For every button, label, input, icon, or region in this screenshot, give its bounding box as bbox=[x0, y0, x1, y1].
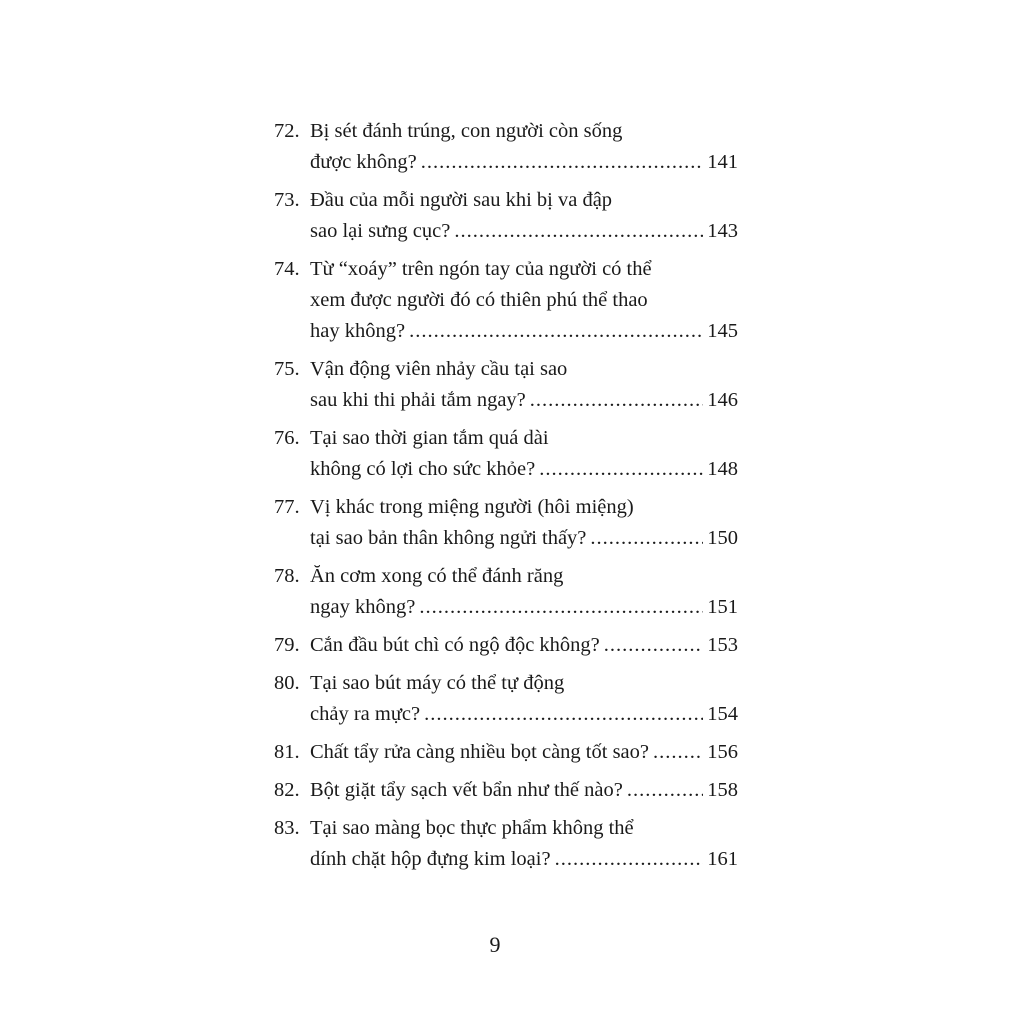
entry-continuation-line bbox=[274, 285, 738, 316]
entry-text: Từ “xoáy” trên ngón tay của người có thể bbox=[310, 258, 652, 280]
entry-page-number: 150 bbox=[707, 527, 738, 549]
entry-page-number: 154 bbox=[707, 703, 738, 725]
entry-continuation-line bbox=[274, 844, 738, 875]
entry-text: xem được người đó có thiên phú thể thao bbox=[310, 289, 648, 311]
entry-title-line bbox=[274, 668, 738, 699]
dot-leader bbox=[653, 737, 703, 768]
entry-continuation-line bbox=[274, 216, 738, 247]
entry-text: sao lại sưng cục? bbox=[310, 220, 451, 242]
entry-page-number: 161 bbox=[707, 848, 738, 870]
entry-number: 83. bbox=[274, 817, 300, 839]
toc-entry bbox=[274, 492, 738, 554]
dot-leader bbox=[419, 592, 703, 623]
entry-number: 73. bbox=[274, 189, 300, 211]
entry-text: Đầu của mỗi người sau khi bị va đập bbox=[310, 189, 613, 211]
dot-leader bbox=[409, 316, 703, 347]
entry-title-line bbox=[274, 737, 738, 768]
entry-number: 75. bbox=[274, 358, 300, 380]
entry-page-number: 153 bbox=[707, 634, 738, 656]
entry-page-number: 141 bbox=[707, 151, 738, 173]
entry-text: dính chặt hộp đựng kim loại? bbox=[310, 848, 551, 870]
toc-entry bbox=[274, 354, 738, 416]
entry-number: 81. bbox=[274, 741, 300, 763]
entry-number: 72. bbox=[274, 120, 300, 142]
entry-page-number: 151 bbox=[707, 596, 738, 618]
dot-leader bbox=[530, 385, 703, 416]
dot-leader bbox=[590, 523, 703, 554]
entry-continuation-line bbox=[274, 592, 738, 623]
entry-page-number: 145 bbox=[707, 320, 738, 342]
entry-text: hay không? bbox=[310, 320, 406, 342]
entry-number: 82. bbox=[274, 779, 300, 801]
table-of-contents bbox=[274, 116, 738, 882]
dot-leader bbox=[627, 775, 703, 806]
entry-text: chảy ra mực? bbox=[310, 703, 421, 725]
toc-entry bbox=[274, 775, 738, 806]
toc-entry bbox=[274, 668, 738, 730]
toc-entry bbox=[274, 813, 738, 875]
entry-title-line bbox=[274, 492, 738, 523]
entry-title-line bbox=[274, 185, 738, 216]
entry-page-number: 156 bbox=[707, 741, 738, 763]
entry-text: tại sao bản thân không ngửi thấy? bbox=[310, 527, 587, 549]
entry-title-line bbox=[274, 775, 738, 806]
entry-continuation-line bbox=[274, 523, 738, 554]
toc-entry bbox=[274, 561, 738, 623]
entry-number: 78. bbox=[274, 565, 300, 587]
dot-leader bbox=[424, 699, 703, 730]
entry-title-line bbox=[274, 813, 738, 844]
entry-text: Tại sao bút máy có thể tự động bbox=[310, 672, 565, 694]
entry-text: Chất tẩy rửa càng nhiều bọt càng tốt sao? bbox=[310, 741, 650, 763]
entry-page-number: 143 bbox=[707, 220, 738, 242]
dot-leader bbox=[555, 844, 704, 875]
entry-number: 77. bbox=[274, 496, 300, 518]
entry-text: sau khi thi phải tắm ngay? bbox=[310, 389, 526, 411]
toc-entry bbox=[274, 185, 738, 247]
entry-text: Tại sao màng bọc thực phẩm không thể bbox=[310, 817, 634, 839]
entry-page-number: 146 bbox=[707, 389, 738, 411]
entry-text: Vận động viên nhảy cầu tại sao bbox=[310, 358, 568, 380]
entry-page-number: 148 bbox=[707, 458, 738, 480]
dot-leader bbox=[421, 147, 703, 178]
toc-entry bbox=[274, 630, 738, 661]
entry-text: được không? bbox=[310, 151, 417, 173]
entry-number: 79. bbox=[274, 634, 300, 656]
entry-text: Tại sao thời gian tắm quá dài bbox=[310, 427, 549, 449]
entry-title-line bbox=[274, 561, 738, 592]
entry-title-line bbox=[274, 630, 738, 661]
entry-text: Vị khác trong miệng người (hôi miệng) bbox=[310, 496, 634, 518]
entry-text: Bột giặt tẩy sạch vết bẩn như thế nào? bbox=[310, 779, 623, 801]
entry-text: Bị sét đánh trúng, con người còn sống bbox=[310, 120, 623, 142]
entry-continuation-line bbox=[274, 699, 738, 730]
entry-continuation-line bbox=[274, 147, 738, 178]
entry-continuation-line bbox=[274, 316, 738, 347]
entry-text: không có lợi cho sức khỏe? bbox=[310, 458, 536, 480]
entry-number: 80. bbox=[274, 672, 300, 694]
dot-leader bbox=[604, 630, 703, 661]
entry-text: ngay không? bbox=[310, 596, 416, 618]
entry-continuation-line bbox=[274, 454, 738, 485]
entry-text: Ăn cơm xong có thể đánh răng bbox=[310, 565, 564, 587]
entry-text: Cắn đầu bút chì có ngộ độc không? bbox=[310, 634, 600, 656]
page-number: 9 bbox=[489, 932, 501, 957]
dot-leader bbox=[454, 216, 703, 247]
entry-title-line bbox=[274, 423, 738, 454]
toc-entry bbox=[274, 116, 738, 178]
entry-number: 76. bbox=[274, 427, 300, 449]
entry-title-line bbox=[274, 254, 738, 285]
entry-page-number: 158 bbox=[707, 779, 738, 801]
entry-continuation-line bbox=[274, 385, 738, 416]
toc-entry bbox=[274, 254, 738, 347]
toc-entry bbox=[274, 423, 738, 485]
entry-title-line bbox=[274, 116, 738, 147]
toc-entry bbox=[274, 737, 738, 768]
dot-leader bbox=[539, 454, 703, 485]
entry-number: 74. bbox=[274, 258, 300, 280]
entry-title-line bbox=[274, 354, 738, 385]
